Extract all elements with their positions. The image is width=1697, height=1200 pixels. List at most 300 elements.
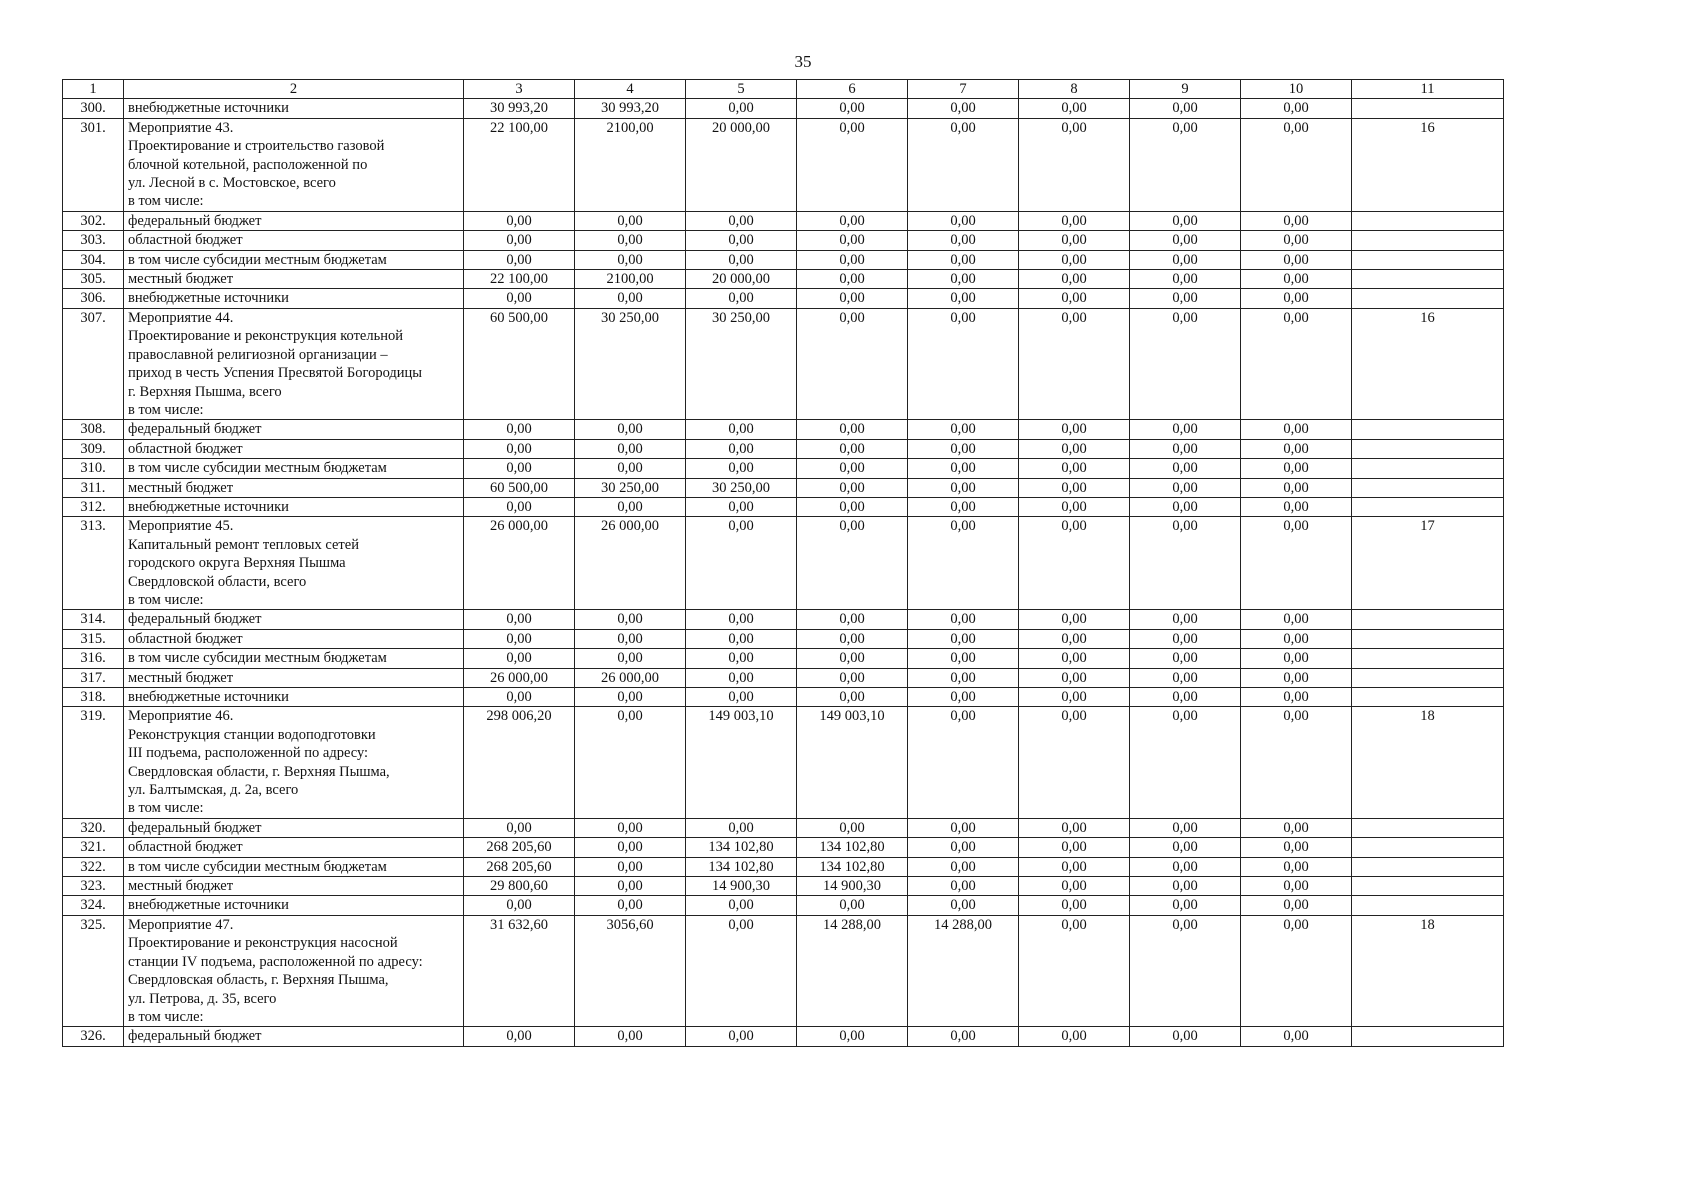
value-cell-col-3: 0,00	[464, 250, 575, 269]
table-row	[63, 420, 1504, 439]
value-cell-col-9: 0,00	[1130, 629, 1241, 648]
row-number: 304.	[63, 250, 124, 269]
table-row	[63, 289, 1504, 308]
row-description	[124, 629, 464, 648]
value-cell-col-5: 30 250,00	[686, 478, 797, 497]
value-cell-col-9: 0,00	[1130, 649, 1241, 668]
description-line: федеральный бюджет	[128, 1028, 262, 1045]
description-line: областной бюджет	[128, 440, 243, 457]
table-row	[63, 857, 1504, 876]
value-cell-col-5: 0,00	[686, 610, 797, 629]
value-cell-col-10: 0,00	[1241, 211, 1352, 230]
value-cell-col-5: 149 003,10	[686, 707, 797, 818]
value-cell-col-4: 0,00	[575, 688, 686, 707]
value-cell-col-3: 30 993,20	[464, 99, 575, 118]
value-cell-col-8: 0,00	[1019, 420, 1130, 439]
description-line: федеральный бюджет	[128, 611, 262, 628]
header-cell: 6	[797, 80, 908, 99]
value-cell-col-10: 0,00	[1241, 915, 1352, 1026]
value-cell-col-3: 26 000,00	[464, 517, 575, 610]
target-indicator-cell: 18	[1352, 707, 1504, 818]
table-row	[63, 459, 1504, 478]
row-number: 307.	[63, 308, 124, 419]
description-line: внебюджетные источники	[128, 689, 289, 705]
row-description	[124, 250, 464, 269]
row-number: 313.	[63, 517, 124, 610]
value-cell-col-9: 0,00	[1130, 838, 1241, 857]
value-cell-col-4: 0,00	[575, 211, 686, 230]
target-indicator-cell	[1352, 1027, 1504, 1046]
row-description	[124, 610, 464, 629]
table-row	[63, 211, 1504, 230]
value-cell-col-9: 0,00	[1130, 459, 1241, 478]
table-row	[63, 610, 1504, 629]
value-cell-col-4: 0,00	[575, 289, 686, 308]
target-indicator-cell	[1352, 497, 1504, 516]
value-cell-col-6: 0,00	[797, 478, 908, 497]
value-cell-col-9: 0,00	[1130, 818, 1241, 837]
value-cell-col-10: 0,00	[1241, 497, 1352, 516]
row-number: 318.	[63, 688, 124, 707]
table-row	[63, 629, 1504, 648]
value-cell-col-6: 14 288,00	[797, 915, 908, 1026]
value-cell-col-10: 0,00	[1241, 517, 1352, 610]
value-cell-col-9: 0,00	[1130, 231, 1241, 250]
row-number: 325.	[63, 915, 124, 1026]
value-cell-col-4: 26 000,00	[575, 668, 686, 687]
value-cell-col-9: 0,00	[1130, 289, 1241, 308]
row-number: 311.	[63, 478, 124, 497]
table-row	[63, 517, 1504, 610]
header-cell: 2	[124, 80, 464, 99]
value-cell-col-10: 0,00	[1241, 420, 1352, 439]
row-description	[124, 877, 464, 896]
description-line: г. Верхняя Пышма, всего	[128, 383, 282, 400]
value-cell-col-4: 0,00	[575, 439, 686, 458]
value-cell-col-5: 20 000,00	[686, 118, 797, 211]
value-cell-col-6: 0,00	[797, 289, 908, 308]
value-cell-col-4: 0,00	[575, 877, 686, 896]
value-cell-col-7: 0,00	[908, 610, 1019, 629]
description-line: Капитальный ремонт тепловых сетей	[128, 536, 359, 553]
value-cell-col-8: 0,00	[1019, 497, 1130, 516]
row-number: 314.	[63, 610, 124, 629]
value-cell-col-6: 0,00	[797, 497, 908, 516]
value-cell-col-10: 0,00	[1241, 459, 1352, 478]
description-line: ул. Балтымская, д. 2а, всего	[128, 782, 299, 799]
value-cell-col-7: 0,00	[908, 707, 1019, 818]
header-cell: 3	[464, 80, 575, 99]
value-cell-col-4: 0,00	[575, 649, 686, 668]
description-line: Проектирование и строительство газовой	[128, 138, 385, 155]
row-description	[124, 707, 464, 818]
description-line: областной бюджет	[128, 232, 243, 249]
description-line: местный бюджет	[128, 878, 234, 895]
value-cell-col-6: 0,00	[797, 308, 908, 419]
value-cell-col-3: 31 632,60	[464, 915, 575, 1026]
table-row	[63, 668, 1504, 687]
value-cell-col-4: 0,00	[575, 1027, 686, 1046]
table-row	[63, 478, 1504, 497]
description-line: внебюджетные источники	[128, 897, 289, 914]
description-line: приход в честь Успения Пресвятой Богородицы	[128, 365, 423, 382]
value-cell-col-7: 0,00	[908, 99, 1019, 118]
value-cell-col-5: 0,00	[686, 289, 797, 308]
table-row	[63, 231, 1504, 250]
value-cell-col-7: 0,00	[908, 649, 1019, 668]
header-cell: 1	[63, 80, 124, 99]
value-cell-col-3: 60 500,00	[464, 478, 575, 497]
row-description	[124, 459, 464, 478]
header-row	[63, 80, 1504, 99]
value-cell-col-9: 0,00	[1130, 707, 1241, 818]
table-row	[63, 649, 1504, 668]
value-cell-col-9: 0,00	[1130, 439, 1241, 458]
row-number: 309.	[63, 439, 124, 458]
value-cell-col-4: 0,00	[575, 707, 686, 818]
row-number: 302.	[63, 211, 124, 230]
value-cell-col-7: 0,00	[908, 231, 1019, 250]
value-cell-col-5: 0,00	[686, 250, 797, 269]
description-line: в том числе:	[128, 800, 204, 817]
value-cell-col-7: 0,00	[908, 877, 1019, 896]
value-cell-col-8: 0,00	[1019, 289, 1130, 308]
row-number: 316.	[63, 649, 124, 668]
row-description	[124, 420, 464, 439]
row-number: 321.	[63, 838, 124, 857]
value-cell-col-3: 0,00	[464, 289, 575, 308]
value-cell-col-3: 29 800,60	[464, 877, 575, 896]
description-line: Проектирование и реконструкция насосной	[128, 935, 398, 952]
row-description	[124, 818, 464, 837]
description-line: Свердловская область, г. Верхняя Пышма,	[128, 972, 389, 989]
value-cell-col-8: 0,00	[1019, 629, 1130, 648]
value-cell-col-7: 0,00	[908, 629, 1019, 648]
description-line: местный бюджет	[128, 479, 234, 496]
value-cell-col-6: 0,00	[797, 688, 908, 707]
value-cell-col-3: 0,00	[464, 459, 575, 478]
value-cell-col-10: 0,00	[1241, 308, 1352, 419]
value-cell-col-5: 30 250,00	[686, 308, 797, 419]
value-cell-col-10: 0,00	[1241, 439, 1352, 458]
value-cell-col-8: 0,00	[1019, 99, 1130, 118]
table-row	[63, 688, 1504, 707]
value-cell-col-10: 0,00	[1241, 818, 1352, 837]
value-cell-col-6: 0,00	[797, 270, 908, 289]
value-cell-col-3: 0,00	[464, 896, 575, 915]
value-cell-col-8: 0,00	[1019, 250, 1130, 269]
value-cell-col-5: 0,00	[686, 896, 797, 915]
value-cell-col-9: 0,00	[1130, 896, 1241, 915]
value-cell-col-5: 0,00	[686, 231, 797, 250]
value-cell-col-9: 0,00	[1130, 915, 1241, 1026]
value-cell-col-7: 0,00	[908, 270, 1019, 289]
value-cell-col-6: 0,00	[797, 459, 908, 478]
value-cell-col-4: 0,00	[575, 896, 686, 915]
value-cell-col-4: 3056,60	[575, 915, 686, 1026]
description-line: станции IV подъема, расположенной по адресу:	[128, 953, 423, 970]
table-row	[63, 439, 1504, 458]
value-cell-col-10: 0,00	[1241, 270, 1352, 289]
value-cell-col-7: 0,00	[908, 668, 1019, 687]
target-indicator-cell	[1352, 99, 1504, 118]
value-cell-col-4: 0,00	[575, 610, 686, 629]
value-cell-col-3: 26 000,00	[464, 668, 575, 687]
description-line: внебюджетные источники	[128, 498, 289, 515]
value-cell-col-10: 0,00	[1241, 250, 1352, 269]
value-cell-col-4: 0,00	[575, 250, 686, 269]
value-cell-col-5: 0,00	[686, 818, 797, 837]
target-indicator-cell	[1352, 610, 1504, 629]
target-indicator-cell	[1352, 211, 1504, 230]
value-cell-col-6: 134 102,80	[797, 857, 908, 876]
value-cell-col-6: 0,00	[797, 99, 908, 118]
description-line: городского округа Верхняя Пышма	[128, 555, 346, 572]
value-cell-col-8: 0,00	[1019, 818, 1130, 837]
target-indicator-cell	[1352, 439, 1504, 458]
value-cell-col-7: 0,00	[908, 497, 1019, 516]
row-description	[124, 439, 464, 458]
description-line: Мероприятие 45.	[128, 518, 234, 535]
value-cell-col-8: 0,00	[1019, 270, 1130, 289]
value-cell-col-7: 0,00	[908, 896, 1019, 915]
target-indicator-cell	[1352, 478, 1504, 497]
value-cell-col-4: 0,00	[575, 629, 686, 648]
table-row	[63, 1027, 1504, 1046]
target-indicator-cell	[1352, 838, 1504, 857]
value-cell-col-6: 0,00	[797, 610, 908, 629]
target-indicator-cell	[1352, 896, 1504, 915]
value-cell-col-10: 0,00	[1241, 1027, 1352, 1046]
target-indicator-cell	[1352, 818, 1504, 837]
value-cell-col-3: 0,00	[464, 649, 575, 668]
row-number: 324.	[63, 896, 124, 915]
value-cell-col-8: 0,00	[1019, 857, 1130, 876]
value-cell-col-3: 0,00	[464, 231, 575, 250]
description-line: Реконструкция станции водоподготовки	[128, 726, 376, 743]
value-cell-col-3: 60 500,00	[464, 308, 575, 419]
target-indicator-cell	[1352, 250, 1504, 269]
description-line: в том числе:	[128, 401, 204, 418]
value-cell-col-5: 0,00	[686, 459, 797, 478]
value-cell-col-6: 0,00	[797, 668, 908, 687]
value-cell-col-5: 0,00	[686, 1027, 797, 1046]
description-line: в том числе:	[128, 591, 204, 608]
page-number: 35	[794, 52, 812, 71]
table-row	[63, 707, 1504, 818]
row-number: 326.	[63, 1027, 124, 1046]
value-cell-col-10: 0,00	[1241, 838, 1352, 857]
value-cell-col-9: 0,00	[1130, 877, 1241, 896]
table-row	[63, 896, 1504, 915]
table-row	[63, 118, 1504, 211]
value-cell-col-10: 0,00	[1241, 231, 1352, 250]
value-cell-col-3: 0,00	[464, 610, 575, 629]
value-cell-col-10: 0,00	[1241, 118, 1352, 211]
value-cell-col-6: 0,00	[797, 211, 908, 230]
value-cell-col-10: 0,00	[1241, 99, 1352, 118]
value-cell-col-6: 0,00	[797, 818, 908, 837]
row-description	[124, 289, 464, 308]
value-cell-col-3: 268 205,60	[464, 857, 575, 876]
value-cell-col-4: 0,00	[575, 857, 686, 876]
value-cell-col-5: 0,00	[686, 668, 797, 687]
value-cell-col-10: 0,00	[1241, 857, 1352, 876]
description-line: III подъема, расположенной по адресу:	[128, 745, 369, 762]
value-cell-col-7: 0,00	[908, 478, 1019, 497]
value-cell-col-8: 0,00	[1019, 478, 1130, 497]
row-description	[124, 118, 464, 211]
row-description	[124, 270, 464, 289]
value-cell-col-4: 0,00	[575, 459, 686, 478]
value-cell-col-3: 0,00	[464, 818, 575, 837]
target-indicator-cell	[1352, 270, 1504, 289]
value-cell-col-10: 0,00	[1241, 629, 1352, 648]
value-cell-col-5: 0,00	[686, 629, 797, 648]
value-cell-col-5: 0,00	[686, 439, 797, 458]
table-row	[63, 838, 1504, 857]
value-cell-col-5: 0,00	[686, 915, 797, 1026]
value-cell-col-9: 0,00	[1130, 517, 1241, 610]
value-cell-col-8: 0,00	[1019, 517, 1130, 610]
table-row	[63, 250, 1504, 269]
header-cell: 10	[1241, 80, 1352, 99]
row-number: 315.	[63, 629, 124, 648]
value-cell-col-7: 0,00	[908, 838, 1019, 857]
value-cell-col-8: 0,00	[1019, 610, 1130, 629]
row-number: 322.	[63, 857, 124, 876]
value-cell-col-9: 0,00	[1130, 118, 1241, 211]
value-cell-col-6: 0,00	[797, 517, 908, 610]
header-cell: 7	[908, 80, 1019, 99]
row-number: 306.	[63, 289, 124, 308]
row-number: 303.	[63, 231, 124, 250]
value-cell-col-3: 268 205,60	[464, 838, 575, 857]
value-cell-col-3: 0,00	[464, 439, 575, 458]
table-row	[63, 877, 1504, 896]
row-number: 319.	[63, 707, 124, 818]
value-cell-col-3: 298 006,20	[464, 707, 575, 818]
row-description	[124, 915, 464, 1026]
row-number: 317.	[63, 668, 124, 687]
target-indicator-cell: 16	[1352, 118, 1504, 211]
table-row	[63, 270, 1504, 289]
value-cell-col-4: 26 000,00	[575, 517, 686, 610]
target-indicator-cell: 18	[1352, 915, 1504, 1026]
description-line: блочной котельной, расположенной по	[128, 156, 368, 173]
description-line: местный бюджет	[128, 669, 234, 686]
value-cell-col-5: 0,00	[686, 420, 797, 439]
value-cell-col-10: 0,00	[1241, 688, 1352, 707]
table-body	[63, 99, 1504, 1046]
header-cell: 8	[1019, 80, 1130, 99]
value-cell-col-4: 30 250,00	[575, 308, 686, 419]
description-line: местный бюджет	[128, 271, 234, 288]
value-cell-col-7: 0,00	[908, 289, 1019, 308]
value-cell-col-8: 0,00	[1019, 211, 1130, 230]
description-line: внебюджетные источники	[128, 290, 289, 307]
row-number: 308.	[63, 420, 124, 439]
target-indicator-cell	[1352, 459, 1504, 478]
header-cell: 4	[575, 80, 686, 99]
value-cell-col-6: 0,00	[797, 231, 908, 250]
description-line: федеральный бюджет	[128, 819, 262, 836]
value-cell-col-8: 0,00	[1019, 838, 1130, 857]
value-cell-col-6: 0,00	[797, 420, 908, 439]
value-cell-col-8: 0,00	[1019, 231, 1130, 250]
value-cell-col-10: 0,00	[1241, 610, 1352, 629]
row-description	[124, 517, 464, 610]
value-cell-col-7: 0,00	[908, 818, 1019, 837]
value-cell-col-7: 14 288,00	[908, 915, 1019, 1026]
target-indicator-cell	[1352, 420, 1504, 439]
row-description	[124, 308, 464, 419]
target-indicator-cell	[1352, 877, 1504, 896]
value-cell-col-6: 0,00	[797, 439, 908, 458]
target-indicator-cell: 16	[1352, 308, 1504, 419]
value-cell-col-6: 0,00	[797, 649, 908, 668]
value-cell-col-8: 0,00	[1019, 1027, 1130, 1046]
value-cell-col-5: 14 900,30	[686, 877, 797, 896]
value-cell-col-4: 0,00	[575, 420, 686, 439]
value-cell-col-5: 0,00	[686, 649, 797, 668]
value-cell-col-3: 0,00	[464, 420, 575, 439]
row-description	[124, 896, 464, 915]
description-line: в том числе субсидии местным бюджетам	[128, 460, 387, 477]
target-indicator-cell	[1352, 231, 1504, 250]
value-cell-col-10: 0,00	[1241, 478, 1352, 497]
value-cell-col-10: 0,00	[1241, 707, 1352, 818]
row-number: 320.	[63, 818, 124, 837]
row-description	[124, 99, 464, 118]
value-cell-col-7: 0,00	[908, 420, 1019, 439]
description-line: областной бюджет	[128, 630, 243, 647]
target-indicator-cell	[1352, 649, 1504, 668]
description-line: Свердловская области, г. Верхняя Пышма,	[128, 763, 390, 780]
value-cell-col-6: 0,00	[797, 118, 908, 211]
value-cell-col-8: 0,00	[1019, 308, 1130, 419]
value-cell-col-5: 0,00	[686, 99, 797, 118]
description-line: в том числе:	[128, 1008, 204, 1025]
target-indicator-cell	[1352, 688, 1504, 707]
value-cell-col-8: 0,00	[1019, 439, 1130, 458]
value-cell-col-9: 0,00	[1130, 1027, 1241, 1046]
table-row	[63, 99, 1504, 118]
value-cell-col-4: 0,00	[575, 497, 686, 516]
value-cell-col-9: 0,00	[1130, 478, 1241, 497]
value-cell-col-9: 0,00	[1130, 610, 1241, 629]
value-cell-col-4: 0,00	[575, 838, 686, 857]
value-cell-col-9: 0,00	[1130, 211, 1241, 230]
value-cell-col-5: 0,00	[686, 517, 797, 610]
value-cell-col-5: 0,00	[686, 688, 797, 707]
value-cell-col-7: 0,00	[908, 517, 1019, 610]
value-cell-col-8: 0,00	[1019, 649, 1130, 668]
value-cell-col-6: 134 102,80	[797, 838, 908, 857]
row-description	[124, 231, 464, 250]
value-cell-col-4: 30 993,20	[575, 99, 686, 118]
target-indicator-cell	[1352, 668, 1504, 687]
value-cell-col-7: 0,00	[908, 439, 1019, 458]
value-cell-col-10: 0,00	[1241, 289, 1352, 308]
row-description	[124, 838, 464, 857]
value-cell-col-8: 0,00	[1019, 707, 1130, 818]
description-line: Мероприятие 47.	[128, 916, 234, 933]
value-cell-col-9: 0,00	[1130, 308, 1241, 419]
row-description	[124, 478, 464, 497]
value-cell-col-5: 134 102,80	[686, 857, 797, 876]
value-cell-col-6: 0,00	[797, 250, 908, 269]
